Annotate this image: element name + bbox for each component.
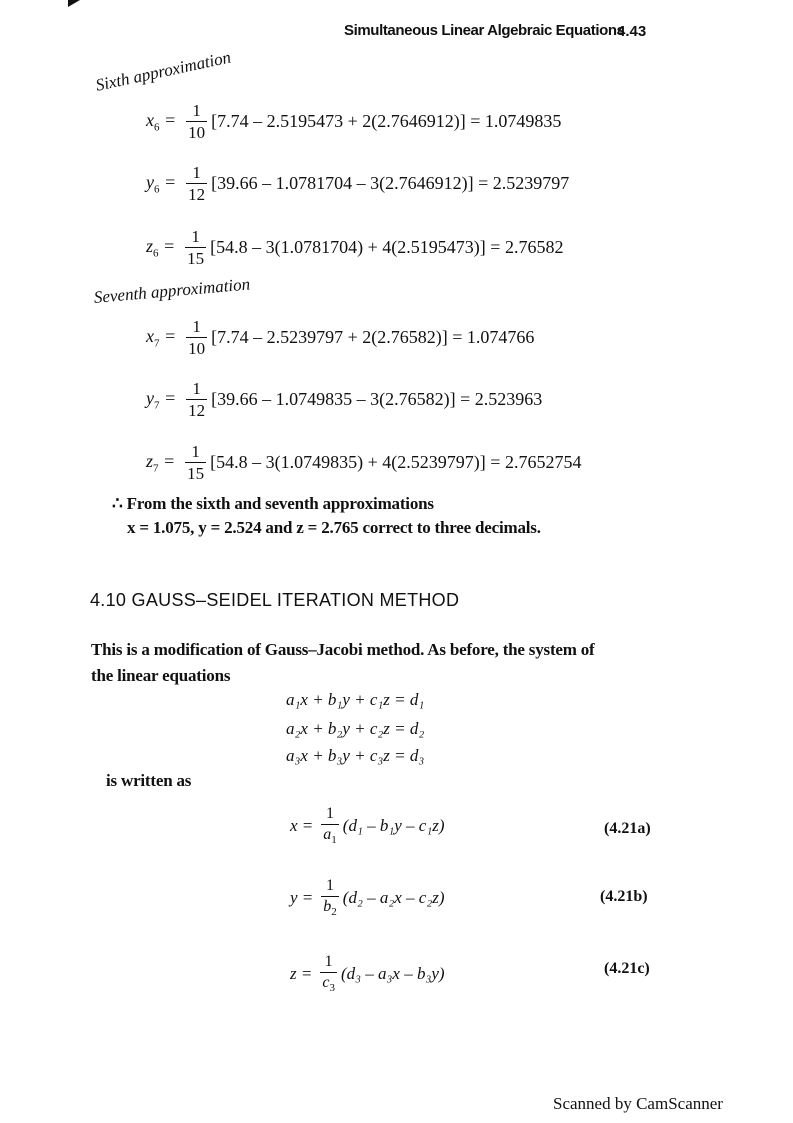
page-number: 4.43 (617, 23, 647, 40)
equation-number-4-21b: (4.21b) (600, 888, 648, 905)
equation-lhs: $z_6$ = (146, 235, 176, 260)
equation-rhs: [54.8 – 3(1.0749835) + 4(2.5239797)] = 2.7652754 (210, 452, 582, 472)
equation-number-4-21c: (4.21c) (604, 960, 650, 977)
conclusion-line-1: ∴ From the sixth and seventh approximations (112, 494, 434, 513)
sixth-approximation-heading: Sixth approximation (93, 47, 233, 95)
equation-rhs: [7.74 – 2.5239797 + 2(2.76582)] = 1.074766 (211, 327, 535, 347)
equation-z6: $z_6$ = $\frac{1}{15}$ [54.8 – 3(1.0781704) + 4(2.5195473)] = 2.76582 (146, 227, 564, 268)
seventh-approximation-heading: Seventh approximation (93, 274, 251, 307)
scan-corner-mark (68, 0, 80, 7)
equation-lhs: $y_6$ = (146, 171, 177, 196)
equation-y6: $y_6$ = $\frac{1}{12}$ [39.66 – 1.0781704 – 3(2.7646912)] = 2.5239797 (146, 163, 570, 204)
equation-lhs: $y_7$ = (146, 387, 177, 412)
intro-line-1: This is a modification of Gauss–Jacobi method. As before, the system of (91, 640, 595, 659)
equation-lhs: $z_7$ = (146, 450, 176, 475)
gauss-seidel-equation-z: z = $\frac{1}{c_3}$ (d₃ – a₃x – b₃y) (290, 953, 445, 995)
equation-y7: $y_7$ = $\frac{1}{12}$ [39.66 – 1.0749835 – 3(2.76582)] = 2.523963 (146, 379, 543, 420)
running-header-title: Simultaneous Linear Algebraic Equations (344, 22, 625, 39)
system-equation-2: a₂x + b₂y + c₂z = d₂ (286, 719, 425, 738)
system-equation-3: a₃x + b₃y + c₃z = d₃ (286, 746, 425, 765)
scanner-watermark: Scanned by CamScanner (553, 1094, 723, 1113)
equation-rhs: [54.8 – 3(1.0781704) + 4(2.5195473)] = 2.76582 (210, 237, 564, 257)
equation-lhs: $x_7$ = (146, 325, 177, 350)
section-heading: 4.10 GAUSS–SEIDEL ITERATION METHOD (90, 590, 460, 610)
equation-rhs: [39.66 – 1.0749835 – 3(2.76582)] = 2.523963 (211, 389, 543, 409)
intro-line-2: the linear equations (91, 666, 231, 685)
gauss-seidel-equation-y: y = $\frac{1}{b_2}$ (d₂ – a₂x – c₂z) (290, 877, 445, 919)
equation-x7: $x_7$ = $\frac{1}{10}$ [7.74 – 2.5239797 + 2(2.76582)] = 1.074766 (146, 317, 535, 358)
conclusion-line-2: x = 1.075, y = 2.524 and z = 2.765 correct to three decimals. (127, 518, 541, 537)
equation-x6: $x_6$ = $\frac{1}{10}$ [7.74 – 2.5195473 + 2(2.7646912)] = 1.0749835 (146, 101, 562, 142)
equation-rhs: [39.66 – 1.0781704 – 3(2.7646912)] = 2.5239797 (211, 173, 570, 193)
equation-z7: $z_7$ = $\frac{1}{15}$ [54.8 – 3(1.0749835) + 4(2.5239797)] = 2.7652754 (146, 442, 582, 483)
equation-number-4-21a: (4.21a) (604, 820, 651, 837)
written-as-text: is written as (106, 771, 192, 790)
equation-rhs: [7.74 – 2.5195473 + 2(2.7646912)] = 1.0749835 (211, 111, 562, 131)
equation-lhs: $x_6$ = (146, 109, 177, 134)
gauss-seidel-equation-x: x = $\frac{1}{a_1}$ (d₁ – b₁y – c₁z) (290, 805, 445, 847)
system-equation-1: a₁x + b₁y + c₁z = d₁ (286, 690, 425, 709)
